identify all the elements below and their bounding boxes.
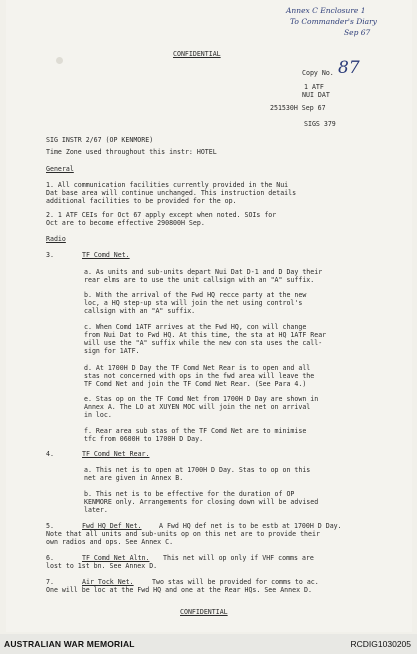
punch-hole: [56, 57, 63, 64]
text-line: TF Comd Net and join the TF Comd Net Rear. (See Para 4.): [84, 380, 307, 388]
text-line: 1. All communication facilities currently provided in the Nui: [46, 181, 289, 189]
text-line: b. With the arrival of the Fwd HQ recce party at the new: [84, 291, 307, 299]
para-heading: TF Comd Net.: [82, 251, 130, 259]
date-time-group: 251530H Sep 67: [270, 104, 326, 112]
text-line: own radios and ops. See Annex C.: [46, 538, 174, 546]
document-title: SIG INSTR 2/67 (OP KENMORE): [46, 136, 154, 144]
para-heading: TF Comd Net Rear.: [82, 450, 150, 458]
text-line: rear elms are to use the unit callsign with an "A" suffix.: [84, 276, 315, 284]
para-number: 4.: [46, 450, 54, 458]
text-line: d. At 1700H D Day the TF Comd Net Rear is to open and all: [84, 364, 311, 372]
text-line: Annex A. The LO at XUYEN MOC will join the net on arrival: [84, 403, 311, 411]
text-line: later.: [84, 506, 108, 514]
text-line: tfc from 0600H to 1700H D Day.: [84, 435, 204, 443]
text-line: a. This net is to open at 1700H D Day. Stas to op on this: [84, 466, 311, 474]
text-line: This net will op only if VHF comms are: [163, 554, 314, 562]
section-general: General: [46, 165, 74, 173]
para-heading: Fwd HQ Def Net.: [82, 522, 142, 530]
handwritten-annex-note: Annex C Enclosure 1: [286, 6, 366, 15]
text-line: in loc.: [84, 411, 112, 419]
para-number: 7.: [46, 578, 54, 586]
text-line: b. This net is to be effective for the duration of OP: [84, 490, 295, 498]
text-line: Note that all units and sub-units op on this net are to provide their: [46, 530, 320, 538]
section-radio: Radio: [46, 235, 66, 243]
text-line: 2. 1 ATF CEIs for Oct 67 apply except when noted. SOIs for: [46, 211, 277, 219]
text-line: e. Stas op on the TF Comd Net from 1700H D Day are shown in: [84, 395, 319, 403]
para-number: 5.: [46, 522, 54, 530]
para-number: 3.: [46, 251, 54, 259]
classification-top: CONFIDENTIAL: [173, 50, 221, 58]
copy-number: 87: [338, 58, 360, 78]
classification-bottom: CONFIDENTIAL: [180, 608, 228, 616]
text-line: One will be loc at the Fwd HQ and one at the Rear HQs. See Annex D.: [46, 586, 312, 594]
text-line: additional facilities to be provided for the op.: [46, 197, 237, 205]
sigs-reference: SIGS 379: [304, 120, 336, 128]
text-line: callsign with an "A" suffix.: [84, 307, 196, 315]
handwritten-diary-note: To Commander's Diary: [290, 17, 377, 26]
text-line: loc, a HQ step-up sta will join the net using control's: [84, 299, 303, 307]
text-line: Dat base area will continue unchanged. This instruction details: [46, 189, 297, 197]
archive-name: AUSTRALIAN WAR MEMORIAL: [4, 639, 135, 649]
handwritten-date-note: Sep 67: [344, 28, 371, 37]
location: NUI DAT: [302, 91, 330, 99]
para-number: 6.: [46, 554, 54, 562]
text-line: will use the "A" suffix while the new con sta uses the call-: [84, 339, 323, 347]
archive-reference: RCDIG1030205: [350, 639, 411, 649]
text-line: stas not concerned with ops in the fwd area will leave the: [84, 372, 315, 380]
text-line: c. When Comd 1ATF arrives at the Fwd HQ, con will change: [84, 323, 307, 331]
text-line: Oct are to become effective 290800H Sep.: [46, 219, 205, 227]
archive-footer: [0, 634, 417, 654]
text-line: lost to 1st bn. See Annex D.: [46, 562, 158, 570]
text-line: a. As units and sub-units depart Nui Dat D-1 and D Day their: [84, 268, 323, 276]
text-line: Two stas will be provided for comms to ac.: [152, 578, 319, 586]
text-line: f. Rear area sub stas of the TF Comd Net are to minimise: [84, 427, 307, 435]
para-heading: Air Tock Net.: [82, 578, 134, 586]
copy-label: Copy No.: [302, 69, 334, 77]
text-line: sign for 1ATF.: [84, 347, 140, 355]
timezone-line: Time Zone used throughout this instr: HOTEL: [46, 148, 217, 156]
text-line: A Fwd HQ def net is to be estb at 1700H D Day.: [159, 522, 342, 530]
para-heading: TF Comd Net Altn.: [82, 554, 150, 562]
unit: 1 ATF: [304, 83, 324, 91]
text-line: from Nui Dat to Fwd HQ. At this time, the sta at HQ 1ATF Rear: [84, 331, 327, 339]
text-line: KENMORE only. Arrangements for closing down will be advised: [84, 498, 319, 506]
text-line: net are given in Annex B.: [84, 474, 184, 482]
